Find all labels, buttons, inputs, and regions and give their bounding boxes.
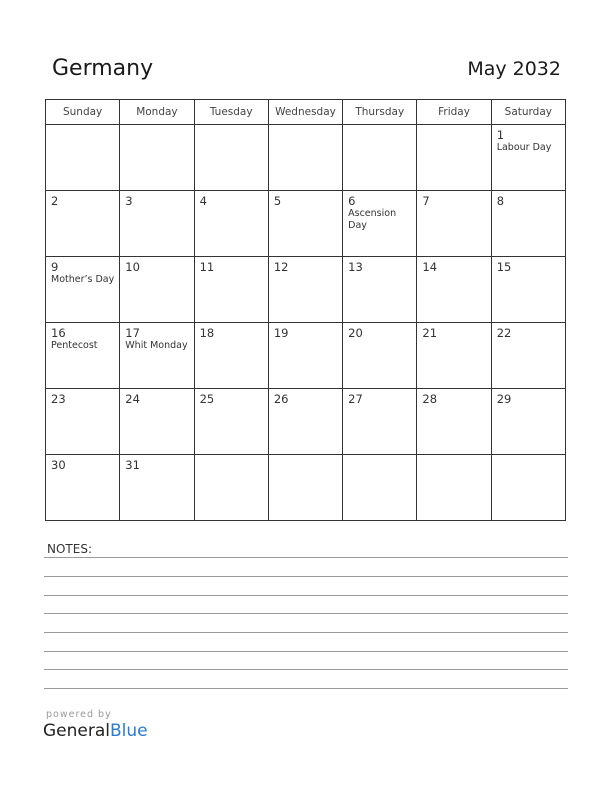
weekday-sunday: Sunday bbox=[46, 100, 120, 125]
day-cell bbox=[120, 323, 194, 389]
day-number: 31 bbox=[125, 458, 140, 472]
day-cell-content bbox=[46, 257, 119, 289]
brand-blue: Blue bbox=[110, 721, 148, 741]
day-number: 15 bbox=[496, 260, 512, 274]
day-number: 18 bbox=[199, 326, 215, 340]
weekday-monday: Monday bbox=[120, 100, 194, 125]
day-cell-content bbox=[120, 455, 193, 475]
day-cell bbox=[194, 257, 268, 323]
day-number: 26 bbox=[273, 392, 289, 406]
brand-logo[interactable] bbox=[43, 721, 148, 741]
day-cell-content bbox=[417, 323, 490, 343]
day-cell bbox=[343, 257, 417, 323]
day-number: 21 bbox=[422, 326, 438, 340]
day-cell-content bbox=[492, 323, 565, 343]
day-cell-content bbox=[492, 125, 565, 157]
day-cell bbox=[268, 389, 342, 455]
holiday-label: Pentecost bbox=[51, 340, 98, 351]
day-cell-content bbox=[120, 191, 193, 211]
weekday-tuesday: Tuesday bbox=[194, 100, 268, 125]
day-cell-content bbox=[195, 455, 268, 461]
day-cell-content bbox=[195, 257, 268, 277]
week-row bbox=[46, 257, 566, 323]
day-cell bbox=[491, 323, 565, 389]
day-cell bbox=[491, 191, 565, 257]
day-number: 16 bbox=[51, 326, 66, 340]
week-row bbox=[46, 323, 566, 389]
day-cell bbox=[120, 191, 194, 257]
week-row bbox=[46, 191, 566, 257]
day-cell bbox=[46, 191, 120, 257]
note-line bbox=[44, 651, 568, 652]
day-cell bbox=[194, 389, 268, 455]
day-cell bbox=[268, 191, 342, 257]
day-cell-content bbox=[120, 323, 193, 355]
day-cell bbox=[343, 455, 417, 521]
day-number: 11 bbox=[199, 260, 215, 274]
day-number: 6 bbox=[348, 194, 356, 208]
weekday-saturday: Saturday bbox=[491, 100, 565, 125]
day-cell-content bbox=[343, 455, 416, 461]
day-cell bbox=[46, 455, 120, 521]
day-cell-content bbox=[269, 455, 342, 461]
day-cell-content bbox=[195, 125, 268, 131]
day-cell bbox=[194, 323, 268, 389]
day-cell-content bbox=[46, 323, 119, 355]
day-cell-content bbox=[492, 191, 565, 211]
brand-general: General bbox=[43, 721, 110, 741]
day-cell-content bbox=[417, 455, 490, 461]
day-number: 4 bbox=[199, 194, 207, 208]
day-cell-content bbox=[492, 455, 565, 461]
day-number: 14 bbox=[422, 260, 438, 274]
month-year-title: May 2032 bbox=[467, 58, 561, 80]
note-line bbox=[44, 576, 568, 577]
day-number: 9 bbox=[51, 260, 59, 274]
day-cell bbox=[268, 323, 342, 389]
day-cell-content bbox=[343, 125, 416, 131]
week-row bbox=[46, 455, 566, 521]
day-number: 30 bbox=[51, 458, 66, 472]
day-cell bbox=[417, 191, 491, 257]
day-cell bbox=[46, 389, 120, 455]
day-number: 25 bbox=[199, 392, 215, 406]
day-cell bbox=[194, 191, 268, 257]
day-cell-content bbox=[343, 323, 416, 343]
day-number: 5 bbox=[273, 194, 282, 208]
day-cell bbox=[194, 455, 268, 521]
day-number: 7 bbox=[422, 194, 430, 208]
calendar-grid bbox=[45, 99, 566, 521]
day-cell-content bbox=[195, 389, 268, 409]
day-cell-content bbox=[269, 389, 342, 409]
day-cell-content bbox=[46, 191, 119, 211]
day-number: 28 bbox=[422, 392, 438, 406]
day-cell-content bbox=[46, 455, 119, 475]
day-cell-content bbox=[343, 191, 416, 235]
day-number: 12 bbox=[273, 260, 289, 274]
day-number: 13 bbox=[348, 260, 363, 274]
day-cell-content bbox=[195, 191, 268, 211]
day-number: 3 bbox=[125, 194, 133, 208]
day-cell bbox=[417, 125, 491, 191]
day-cell-content bbox=[417, 257, 490, 277]
day-cell-content bbox=[417, 125, 490, 131]
holiday-label: Labour Day bbox=[496, 142, 552, 153]
day-cell-content bbox=[492, 257, 565, 277]
day-cell-content bbox=[46, 389, 119, 409]
day-number: 17 bbox=[125, 326, 140, 340]
day-cell-content bbox=[120, 389, 193, 409]
holiday-label: Mother’s Day bbox=[51, 274, 115, 285]
day-cell bbox=[46, 323, 120, 389]
day-cell-content bbox=[120, 125, 193, 131]
weekday-friday: Friday bbox=[417, 100, 491, 125]
day-cell bbox=[343, 389, 417, 455]
day-cell bbox=[46, 125, 120, 191]
day-cell bbox=[120, 389, 194, 455]
day-cell-content bbox=[46, 125, 119, 131]
day-cell bbox=[417, 323, 491, 389]
day-number: 1 bbox=[496, 128, 505, 142]
day-cell-content bbox=[269, 323, 342, 343]
day-cell bbox=[343, 125, 417, 191]
day-cell bbox=[268, 257, 342, 323]
day-cell bbox=[417, 257, 491, 323]
note-line bbox=[44, 557, 568, 558]
day-cell-content bbox=[417, 191, 490, 211]
day-number: 10 bbox=[125, 260, 140, 274]
day-cell-content bbox=[269, 191, 342, 211]
note-line bbox=[44, 613, 568, 614]
day-number: 8 bbox=[496, 194, 505, 208]
day-cell-content bbox=[269, 125, 342, 131]
day-cell bbox=[343, 191, 417, 257]
day-cell bbox=[268, 455, 342, 521]
note-line bbox=[44, 595, 568, 596]
weekday-wednesday: Wednesday bbox=[268, 100, 342, 125]
day-number: 2 bbox=[51, 194, 59, 208]
day-number: 19 bbox=[273, 326, 289, 340]
day-number: 27 bbox=[348, 392, 363, 406]
day-cell bbox=[120, 257, 194, 323]
note-line bbox=[44, 688, 568, 689]
day-number: 20 bbox=[348, 326, 363, 340]
day-cell-content bbox=[417, 389, 490, 409]
day-cell bbox=[268, 125, 342, 191]
day-cell bbox=[491, 389, 565, 455]
holiday-label: Whit Monday bbox=[125, 340, 188, 351]
week-row bbox=[46, 389, 566, 455]
day-number: 29 bbox=[496, 392, 512, 406]
day-cell-content bbox=[269, 257, 342, 277]
day-cell bbox=[417, 455, 491, 521]
note-line bbox=[44, 632, 568, 633]
day-cell bbox=[46, 257, 120, 323]
day-number: 23 bbox=[51, 392, 66, 406]
day-cell-content bbox=[492, 389, 565, 409]
week-row bbox=[46, 125, 566, 191]
note-line bbox=[44, 669, 568, 670]
day-cell bbox=[120, 125, 194, 191]
day-cell-content bbox=[343, 257, 416, 277]
day-cell bbox=[194, 125, 268, 191]
weekday-thursday: Thursday bbox=[343, 100, 417, 125]
day-cell bbox=[120, 455, 194, 521]
day-cell bbox=[343, 323, 417, 389]
day-cell-content bbox=[343, 389, 416, 409]
day-cell-content bbox=[195, 323, 268, 343]
holiday-label: Ascension Day bbox=[348, 208, 397, 231]
weekday-header-row bbox=[46, 100, 566, 125]
day-cell bbox=[491, 125, 565, 191]
powered-by-text: powered by bbox=[46, 709, 112, 720]
country-title: Germany bbox=[52, 56, 154, 81]
day-number: 24 bbox=[125, 392, 140, 406]
day-cell bbox=[417, 389, 491, 455]
notes-label: NOTES: bbox=[47, 542, 92, 556]
day-number: 22 bbox=[496, 326, 512, 340]
day-cell bbox=[491, 455, 565, 521]
day-cell-content bbox=[120, 257, 193, 277]
day-cell bbox=[491, 257, 565, 323]
